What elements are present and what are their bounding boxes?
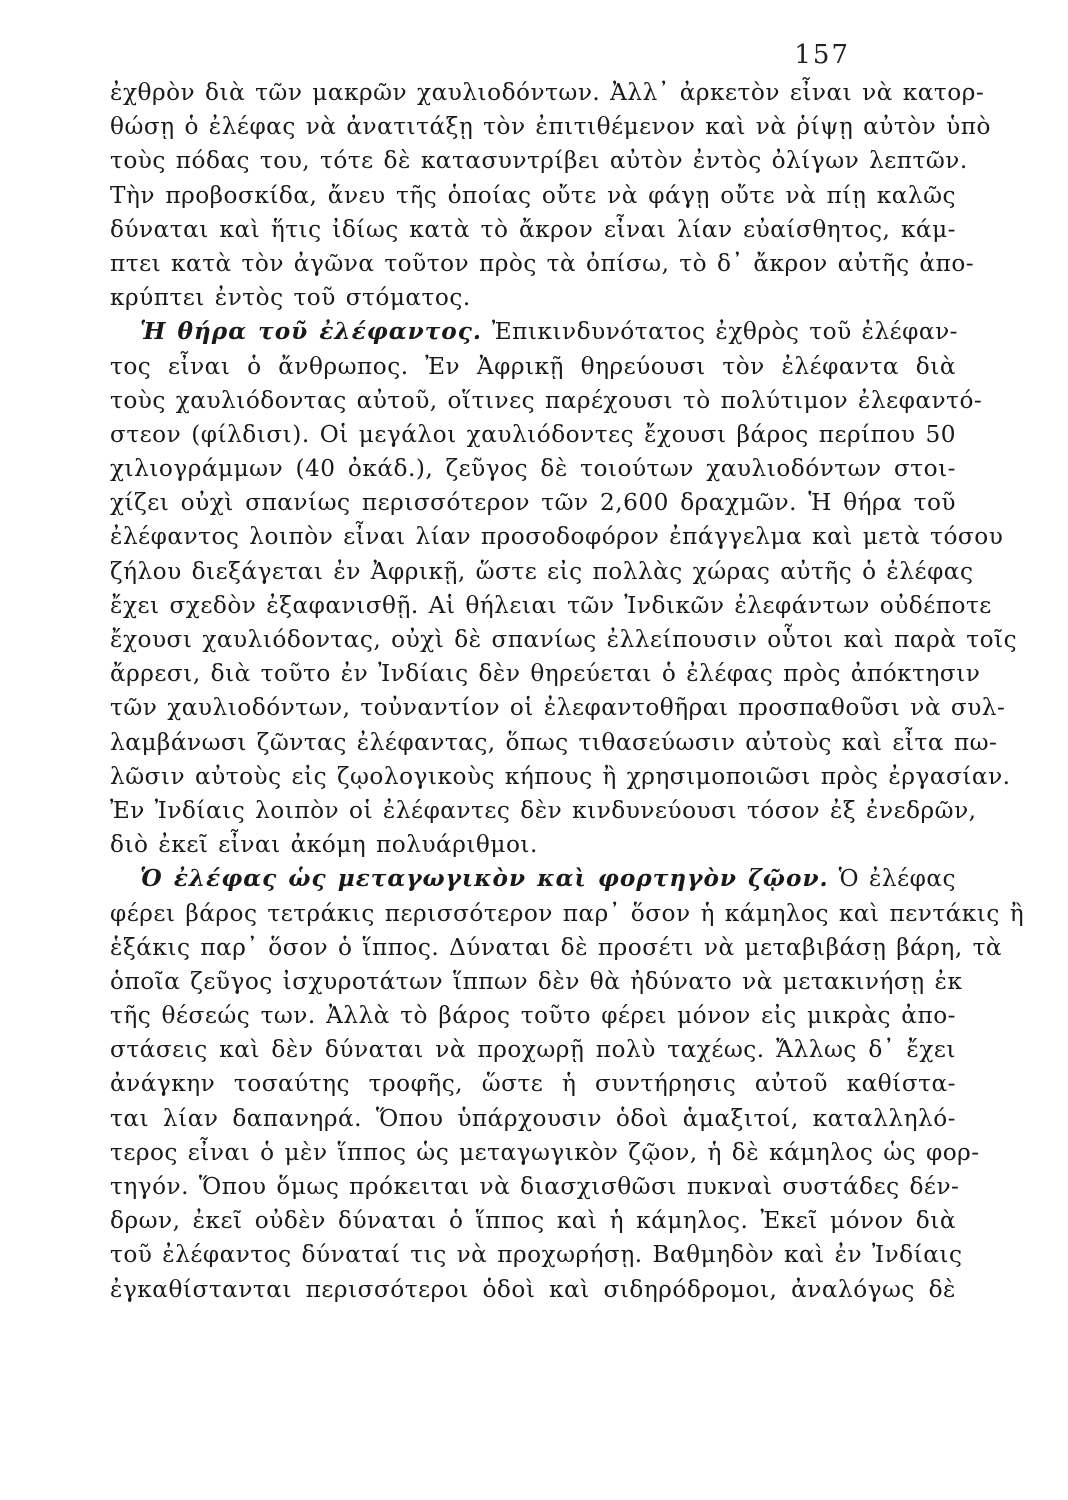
text-line: δύναται καὶ ἥτις ἰδίως κατὰ τὸ ἄκρον εἶναι λίαν εὐαίσθητος, κάμ-	[110, 215, 956, 243]
section-heading: Ἡ θήρα τοῦ ἐλέφαντος.	[140, 318, 482, 346]
text-line: λῶσιν αὐτοὺς εἰς ζῳολογικοὺς κήπους ἢ χρησιμοποιῶσι πρὸς ἐργασίαν.	[110, 762, 1011, 790]
text-line: ἄρρεσι, διὰ τοῦτο ἐν Ἰνδίαις δὲν θηρεύεται ὁ ἐλέφας πρὸς ἀπόκτησιν	[110, 660, 981, 688]
text-line: ἔχουσι χαυλιόδοντας, οὐχὶ δὲ σπανίως ἐλλείπουσιν οὗτοι καὶ παρὰ τοῖς	[110, 626, 1018, 653]
text-line: τερος εἶναι ὁ μὲν ἵππος ὡς μεταγωγικὸν ζῷον, ἡ δὲ κάμηλος ὡς φορ-	[110, 1138, 980, 1166]
text-line: Τὴν προβοσκίδα, ἄνευ τῆς ὁποίας οὔτε νὰ φάγῃ οὔτε νὰ πίῃ καλῶς	[110, 181, 956, 209]
text-line: τοὺς πόδας του, τότε δὲ κατασυντρίβει αὐτὸν ἐντὸς ὀλίγων λεπτῶν.	[110, 147, 968, 175]
text-line: τηγόν. Ὅπου ὅμως πρόκειται νὰ διασχισθῶσι πυκναὶ συστάδες δέν-	[110, 1173, 960, 1200]
text-line: χιλιογράμμων (40 ὀκάδ.), ζεῦγος δὲ τοιούτων χαυλιοδόντων στοι-	[110, 455, 956, 483]
text-run: Ἐπικινδυνότατος ἐχθρὸς τοῦ ἐλέφαν-	[491, 318, 959, 346]
text-line: κρύπτει ἐντὸς τοῦ στόματος.	[110, 284, 471, 312]
text-line: πτει κατὰ τὸν ἀγῶνα τοῦτον πρὸς τὰ ὀπίσω, τὸ δ᾿ ἄκρον αὐτῆς ἀπο-	[110, 249, 975, 277]
section-heading: Ὁ ἐλέφας ὡς μεταγωγικὸν καὶ φορτηγὸν ζῷον.	[140, 865, 829, 893]
text-line: διὸ ἐκεῖ εἶναι ἀκόμη πολυάριθμοι.	[110, 831, 538, 859]
text-line: θώσῃ ὁ ἐλέφας νὰ ἀνατιτάξῃ τὸν ἐπιτιθέμενον καὶ νὰ ῥίψῃ αὐτὸν ὑπὸ	[110, 113, 991, 141]
text-line: δρων, ἐκεῖ οὐδὲν δύναται ὁ ἵππος καὶ ἡ κάμηλος. Ἐκεῖ μόνον διὰ	[110, 1207, 956, 1235]
section-first-line	[110, 315, 959, 349]
text-line: στάσεις καὶ δὲν δύναται νὰ προχωρῇ πολὺ ταχέως. Ἄλλως δ᾿ ἔχει	[110, 1036, 956, 1064]
text-line: ὁποῖα ζεῦγος ἰσχυροτάτων ἵππων δὲν θὰ ἠδύνατο νὰ μετακινήσῃ ἐκ	[110, 967, 963, 995]
text-line: ἐχθρὸν διὰ τῶν μακρῶν χαυλιοδόντων. Ἀλλ᾿ ἀρκετὸν εἶναι νὰ κατορ-	[110, 79, 985, 106]
text-line: Ἐν Ἰνδίαις λοιπὸν οἱ ἐλέφαντες δὲν κινδυνεύουσι τόσον ἐξ ἐνεδρῶν,	[110, 796, 977, 824]
section-first-line	[110, 862, 956, 896]
page-number: 157	[794, 40, 850, 70]
text-line: χίζει οὐχὶ σπανίως περισσότερον τῶν 2,600 δραχμῶν. Ἡ θήρα τοῦ	[110, 489, 956, 517]
text-line: στεον (φίλδισι). Οἱ μεγάλοι χαυλιόδοντες ἔχουσι βάρος περίπου 50	[110, 420, 956, 448]
text-line: τος εἶναι ὁ ἄνθρωπος. Ἐν Ἀφρικῇ θηρεύουσι τὸν ἐλέφαντα διὰ	[110, 352, 956, 380]
body-text	[110, 76, 1025, 1307]
text-line: τοὺς χαυλιόδοντας αὐτοῦ, οἵτινες παρέχουσι τὸ πολύτιμον ἐλεφαντό-	[110, 386, 983, 414]
text-line: τοῦ ἐλέφαντος δύναταί τις νὰ προχωρήσῃ. Βαθμηδὸν καὶ ἐν Ἰνδίαις	[110, 1241, 963, 1269]
text-line: ζήλου διεξάγεται ἐν Ἀφρικῇ, ὥστε εἰς πολλὰς χώρας αὐτῆς ὁ ἐλέφας	[110, 557, 974, 585]
text-line: ἑξάκις παρ᾿ ὅσον ὁ ἵππος. Δύναται δὲ προσέτι νὰ μεταβιβάσῃ βάρη, τὰ	[110, 933, 1003, 961]
text-run: Ὁ ἐλέφας	[838, 865, 956, 893]
text-line: ἀνάγκην τοσαύτης τροφῆς, ὥστε ἡ συντήρησις αὐτοῦ καθίστα-	[110, 1070, 956, 1098]
text-line: φέρει βάρος τετράκις περισσότερον παρ᾿ ὅσον ἡ κάμηλος καὶ πεντάκις ἢ	[110, 899, 1025, 927]
text-line: ἐγκαθίστανται περισσότεροι ὁδοὶ καὶ σιδηρόδρομοι, ἀναλόγως δὲ	[110, 1275, 956, 1303]
text-line: τῆς θέσεώς των. Ἀλλὰ τὸ βάρος τοῦτο φέρει μόνον εἰς μικρὰς ἀπο-	[110, 1002, 956, 1030]
text-line: ἐλέφαντος λοιπὸν εἶναι λίαν προσοδοφόρον ἐπάγγελμα καὶ μετὰ τόσου	[110, 523, 1004, 551]
text-line: τῶν χαυλιοδόντων, τοὐναντίον οἱ ἐλεφαντοθῆραι προσπαθοῦσι νὰ συλ-	[110, 694, 1006, 722]
text-line: λαμβάνωσι ζῶντας ἐλέφαντας, ὅπως τιθασεύωσιν αὐτοὺς καὶ εἶτα πω-	[110, 728, 998, 756]
text-line: ται λίαν δαπανηρά. Ὅπου ὑπάρχουσιν ὁδοὶ ἁμαξιτοί, καταλληλό-	[110, 1104, 956, 1132]
text-line: ἔχει σχεδὸν ἐξαφανισθῇ. Αἱ θήλειαι τῶν Ἰνδικῶν ἐλεφάντων οὐδέποτε	[110, 591, 992, 619]
